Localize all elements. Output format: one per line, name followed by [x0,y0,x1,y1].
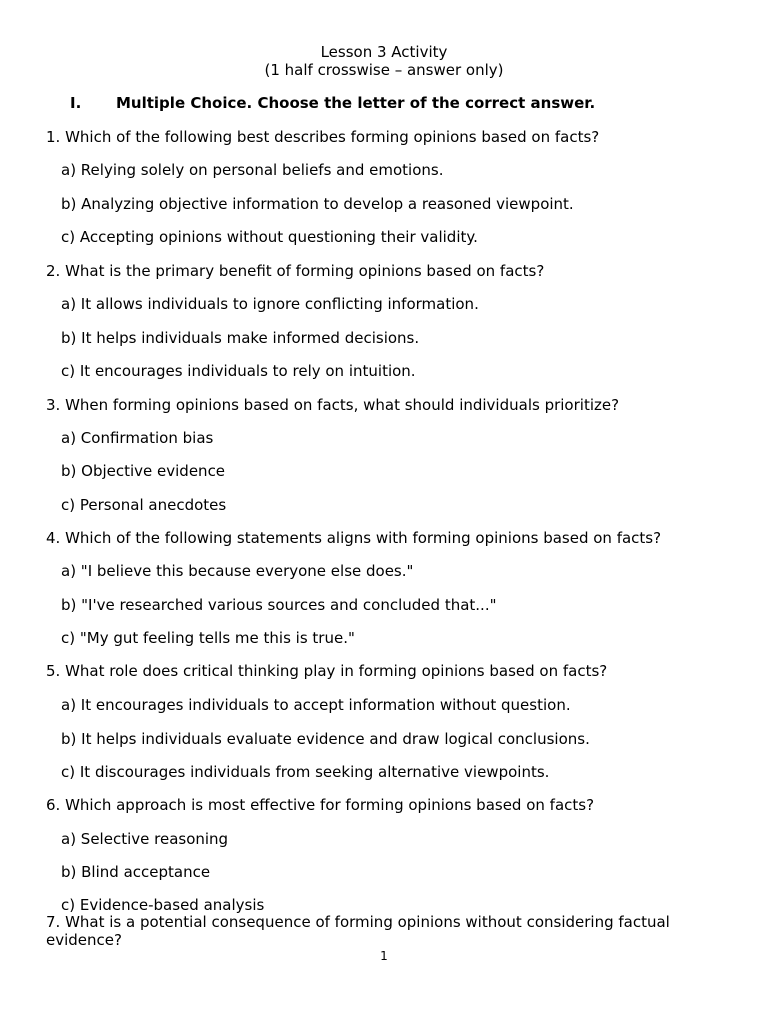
answer-option: b) It helps individuals make informed decisions. [61,329,420,347]
section-heading-text: Multiple Choice. Choose the letter of the correct answer. [116,94,596,112]
answer-option: a) Selective reasoning [61,830,229,848]
answer-option: b) Analyzing objective information to develop a reasoned viewpoint. [61,195,574,213]
answer-option: c) It encourages individuals to rely on intuition. [61,362,416,380]
section-number: I. [70,94,82,112]
answer-option: c) "My gut feeling tells me this is true." [61,629,355,647]
answer-option: a) It allows individuals to ignore conflicting information. [61,295,479,313]
document-title: Lesson 3 Activity [320,43,448,61]
answer-option: b) Blind acceptance [61,863,211,881]
question-text: 3. When forming opinions based on facts, what should individuals prioritize? [46,396,620,414]
answer-option: c) It discourages individuals from seeking alternative viewpoints. [61,763,550,781]
page-number: 1 [380,949,388,963]
answer-option: a) Confirmation bias [61,429,214,447]
answer-option: c) Personal anecdotes [61,496,227,514]
document-subtitle: (1 half crosswise – answer only) [264,61,504,79]
answer-option: a) "I believe this because everyone else does." [61,562,414,580]
answer-option: b) "I've researched various sources and concluded that..." [61,596,497,614]
question-text: 5. What role does critical thinking play in forming opinions based on facts? [46,662,608,680]
answer-option: c) Accepting opinions without questioning their validity. [61,228,478,246]
question-text: 7. What is a potential consequence of forming opinions without considering factual evidence? [46,913,670,949]
section-heading [70,94,595,112]
answer-option: b) Objective evidence [61,462,226,480]
answer-option: a) It encourages individuals to accept information without question. [61,696,571,714]
answer-option: a) Relying solely on personal beliefs and emotions. [61,161,444,179]
answer-option: b) It helps individuals evaluate evidence and draw logical conclusions. [61,730,590,748]
question-text: 1. Which of the following best describes forming opinions based on facts? [46,128,600,146]
question-text: 6. Which approach is most effective for forming opinions based on facts? [46,796,595,814]
question-text: 2. What is the primary benefit of forming opinions based on facts? [46,262,545,280]
question-text: 4. Which of the following statements aligns with forming opinions based on facts? [46,529,662,547]
answer-option: c) Evidence-based analysis [61,896,265,914]
